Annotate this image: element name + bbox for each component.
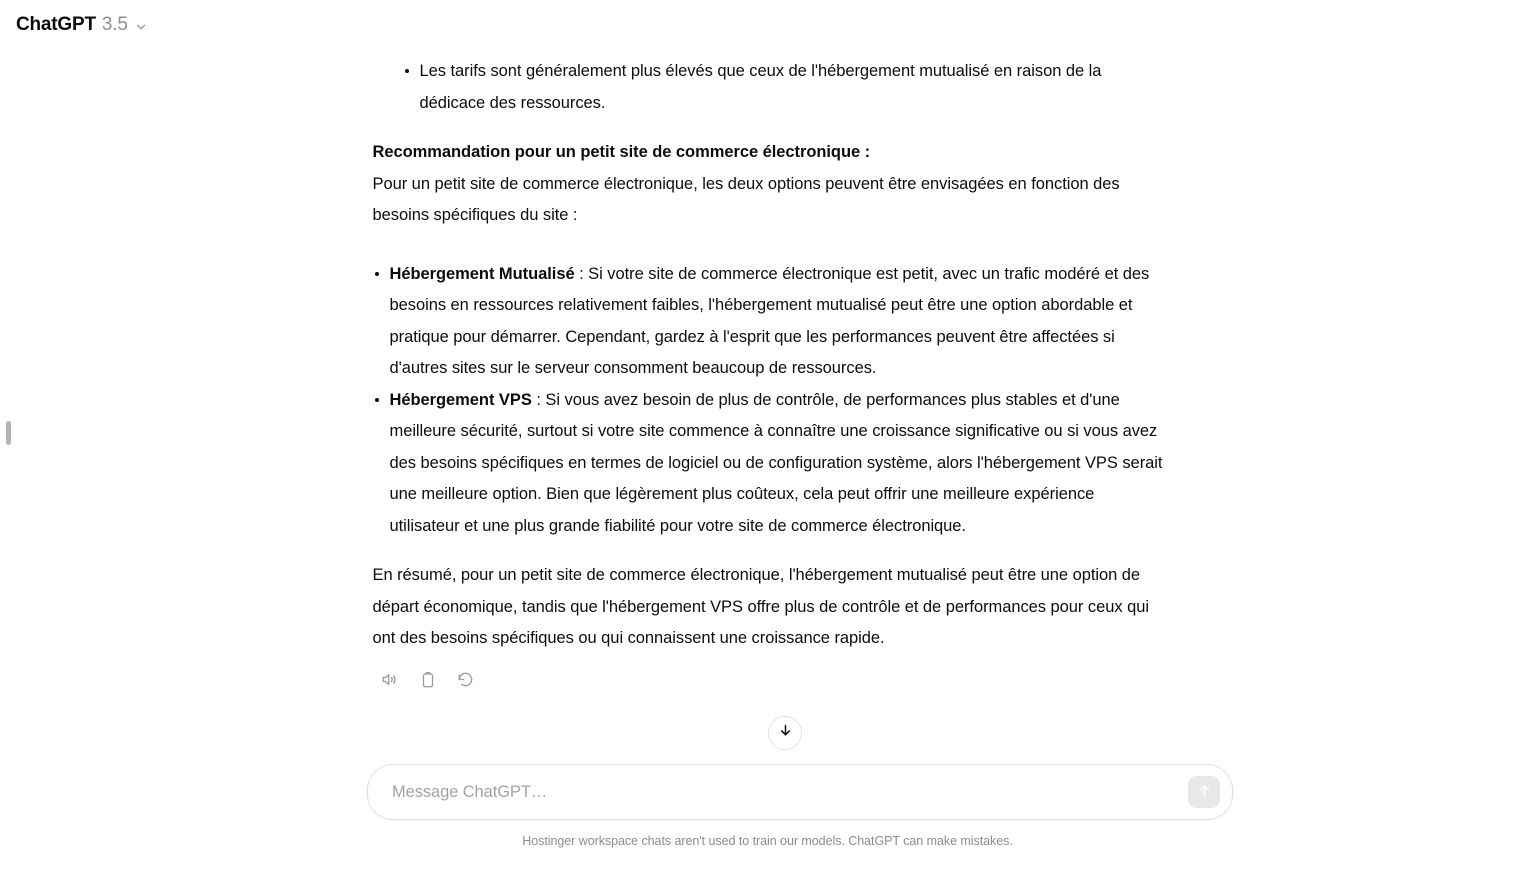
message-content <box>373 56 1163 655</box>
bullet-list-tarifs <box>373 56 1163 119</box>
scroll-to-bottom-button[interactable] <box>768 716 802 750</box>
recommendation-paragraph <box>373 137 1163 232</box>
recommendation-heading: Recommandation pour un petit site de commerce électronique : <box>372 143 871 161</box>
summary-paragraph <box>373 560 1163 655</box>
spacer <box>373 542 1163 560</box>
read-aloud-icon[interactable] <box>375 665 405 695</box>
composer-box[interactable] <box>367 764 1233 820</box>
arrow-down-icon <box>777 722 794 744</box>
list-item <box>403 56 1163 119</box>
model-switcher-button[interactable] <box>14 10 156 40</box>
regenerate-icon[interactable] <box>451 665 481 695</box>
recommendation-text: Pour un petit site de commerce électronique, les deux options peuvent être envisagées en fonction des besoins spécifiques du site : <box>372 174 1120 224</box>
bullet-list-hebergement-options <box>373 259 1163 543</box>
model-name-label: ChatGPT <box>16 14 96 35</box>
copy-icon[interactable] <box>413 665 443 695</box>
spacer <box>373 245 1163 259</box>
disclaimer-text: Hostinger workspace chats aren't used to train our models. ChatGPT can make mistakes. <box>522 834 1013 848</box>
model-version-label: 3.5 <box>101 14 128 35</box>
list-item-text: Les tarifs sont généralement plus élevés que ceux de l'hébergement mutualisé en raison de la dédicace des ressources. <box>419 62 1102 112</box>
composer-area <box>0 760 1535 872</box>
chevron-down-icon <box>134 20 148 34</box>
list-item-text: : Si vous avez besoin de plus de contrôle, de performances plus stables et d'une meilleure sécurité, surtout si votre site commence à connaître une croissance significative ou si vous avez des besoins spécifiques en termes de logiciel ou de configuration système, alors l'hébergement VPS serait une meilleure option. Bien que légèrement plus coûteux, cela peut offrir une meilleure expérience utilisateur et une plus grande fiabilité pour votre site de commerce électronique. <box>389 390 1163 535</box>
top-bar <box>0 0 1535 50</box>
list-item <box>373 385 1163 543</box>
send-button[interactable] <box>1188 776 1220 808</box>
message-action-row <box>375 665 1163 695</box>
conversation-scroll-area[interactable] <box>0 50 1535 760</box>
assistant-message <box>373 50 1163 695</box>
message-input[interactable] <box>390 764 1188 820</box>
list-item-lead: Hébergement VPS <box>389 390 532 409</box>
spacer <box>373 119 1163 137</box>
list-item <box>373 259 1163 385</box>
list-item-lead: Hébergement Mutualisé <box>389 264 575 283</box>
list-item-text: : Si votre site de commerce électronique est petit, avec un trafic modéré et des besoins en ressources relativement faibles, l'hébergement mutualisé peut être une option abordable et pratique pour démarrer. Cependant, gardez à l'esprit que les performances peuvent être affectées si d'autres sites sur le serveur consomment beaucoup de ressources. <box>389 264 1150 377</box>
summary-text: En résumé, pour un petit site de commerce électronique, l'hébergement mutualisé peut être une option de départ économique, tandis que l'hébergement VPS offre plus de contrôle et de performances pour ceux qui ont des besoins spécifiques ou qui connaissent une croissance rapide. <box>372 566 1149 647</box>
arrow-up-icon <box>1196 782 1213 802</box>
